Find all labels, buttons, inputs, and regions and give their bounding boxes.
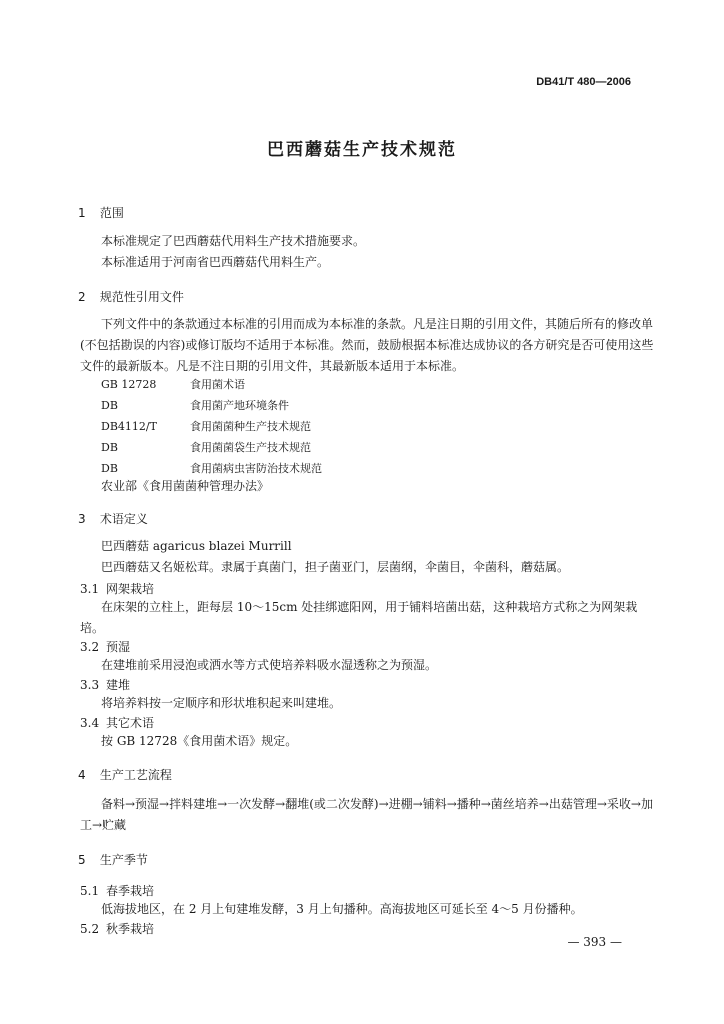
paragraph: 本标准适用于河南省巴西蘑菇代用料生产。 [101, 255, 330, 269]
subsection-number: 5.2 [80, 922, 100, 936]
section-title: 范围 [99, 206, 124, 220]
reference-code: DB [101, 441, 118, 454]
subsection-title: 预湿 [106, 640, 131, 654]
reference-code: DB [101, 399, 118, 412]
section-number: 1 [78, 206, 86, 220]
reference-code: GB 12728 [101, 378, 157, 391]
paragraph: 低海拔地区，在 2 月上旬建堆发酵，3 月上旬播种。高海拔地区可延长至 4～5 月份播种。 [101, 902, 583, 916]
subsection-title: 网架栽培 [106, 582, 155, 596]
paragraph: 农业部《食用菌菌种管理办法》 [101, 479, 270, 493]
reference-name: 食用菌术语 [190, 378, 245, 391]
section-number: 4 [78, 768, 86, 782]
subsection-number: 5.1 [80, 884, 100, 898]
reference-name: 食用菌产地环境条件 [190, 399, 289, 412]
section-title: 术语定义 [99, 512, 148, 526]
subsection-3-3-heading [80, 676, 130, 693]
paragraph: 将培养料按一定顺序和形状堆积起来叫建堆。 [101, 696, 342, 710]
reference-row [101, 376, 245, 392]
process-flow: 备料→预湿→拌料建堆→一次发酵→翻堆(或二次发酵)→进棚→铺料→播种→菌丝培养→出菇管理→采收→加工→贮藏 [80, 797, 653, 832]
term-definition: 巴西蘑菇又名姬松茸。隶属于真菌门，担子菌亚门，层菌纲，伞菌目，伞菌科，蘑菇属。 [101, 560, 570, 574]
reference-row [101, 418, 311, 434]
subsection-number: 3.3 [80, 678, 100, 692]
section-title: 生产季节 [99, 853, 148, 867]
subsection-title: 其它术语 [106, 716, 155, 730]
reference-code: DB [101, 462, 118, 475]
subsection-3-1-heading [80, 580, 154, 597]
subsection-3-2-heading [80, 638, 130, 655]
subsection-5-2-heading [80, 920, 154, 937]
section-number: 5 [78, 853, 86, 867]
document-title: 巴西蘑菇生产技术规范 [267, 140, 457, 160]
subsection-number: 3.2 [80, 640, 100, 654]
reference-row [101, 397, 289, 413]
section-2-heading [78, 288, 184, 305]
subsection-number: 3.4 [80, 716, 100, 730]
paragraph: 下列文件中的条款通过本标准的引用而成为本标准的条款。凡是注日期的引用文件，其随后所有的修改单(不包括勘误的内容)或修订版均不适用于本标准。然而，鼓励根据本标准达成协议的各方研究是否可使用这些文件的最新版本。凡是不注日期的引用文件，其最新版本适用于本标准。 [80, 317, 654, 373]
subsection-title: 秋季栽培 [106, 922, 155, 936]
paragraph: 本标准规定了巴西蘑菇代用料生产技术措施要求。 [101, 234, 366, 248]
reference-row [101, 439, 311, 455]
term-name: 巴西蘑菇 agaricus blazei Murrill [101, 539, 292, 553]
section-title: 规范性引用文件 [99, 290, 184, 304]
section-4-heading [78, 766, 172, 783]
subsection-3-4-heading [80, 714, 154, 731]
section-title: 生产工艺流程 [99, 768, 172, 782]
reference-name: 食用菌菌袋生产技术规范 [190, 441, 311, 454]
reference-code: DB4112/T [101, 420, 157, 433]
paragraph: 在建堆前采用浸泡或洒水等方式使培养料吸水湿透称之为预湿。 [101, 658, 438, 672]
reference-name: 食用菌菌种生产技术规范 [190, 420, 311, 433]
section-number: 3 [78, 512, 86, 526]
subsection-number: 3.1 [80, 582, 100, 596]
standard-code: DB41/T 480—2006 [536, 76, 631, 88]
section-1-heading [78, 204, 124, 221]
subsection-title: 建堆 [106, 678, 131, 692]
section-5-heading [78, 851, 148, 868]
reference-name: 食用菌病虫害防治技术规范 [190, 462, 322, 475]
paragraph: 按 GB 12728《食用菌术语》规定。 [101, 734, 298, 748]
section-3-heading [78, 510, 148, 527]
subsection-title: 春季栽培 [106, 884, 155, 898]
page-number: — 393 — [567, 935, 622, 949]
section-number: 2 [78, 290, 86, 304]
reference-row [101, 460, 322, 476]
subsection-5-1-heading [80, 882, 154, 899]
paragraph: 在床架的立柱上，距每层 10～15cm 处挂绑遮阳网，用于铺料培菌出菇，这种栽培方式称之为网架栽培。 [80, 600, 638, 635]
